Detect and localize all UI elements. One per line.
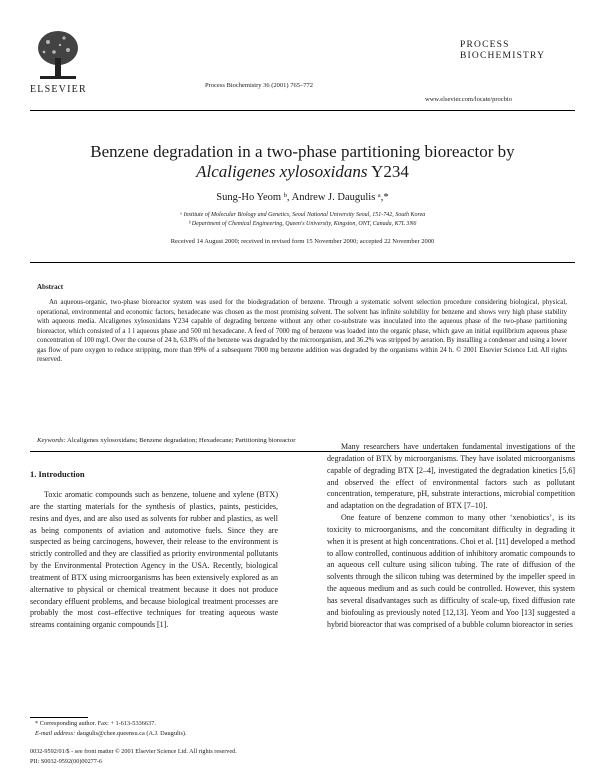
copyright [30,747,237,766]
authors: Sung-Ho Yeom ᵇ, Andrew J. Daugulis ᵃ,* [216,192,389,203]
article-title [30,142,575,182]
paragraph: One feature of benzene common to many other ‘xenobiotics’, is its toxicity to microorganisms, and the concomitant difficulty in degrading it when it is present at high concentrations. Choi et al. [11] developed a method to allow controlled, continuous addition of inhibitory aromatic compounds to an aqueous cell culture using silicon tubing. The rate of diffusion of the solvents through the silicon tubing was determined by the impeller speed in the aqueous medium and as such could be controlled. However, this system has several disadvantages such as difficulty of scale-up, fixed diffusion rate and biofouling as previously noted [12,13]. Yeom and Yoo [13] suggested a hybrid bioreactor that was comprised of a bubble column bioreactor in series [327,513,575,629]
publisher-name: ELSEVIER [30,84,87,95]
journal-logo [460,40,580,62]
abstract-rule-top [30,262,575,263]
footnote [35,719,187,738]
affiliation-a: ᵃ Institute of Molecular Biology and Genetics, Seoul National University Seoul, 151-742, South Korea [179,212,426,218]
publisher-logo [34,28,82,84]
right-column [327,441,575,631]
footnote-rule [30,717,88,718]
email-label: E-mail address: [35,729,76,737]
title-line-2 [30,162,575,182]
journal-url[interactable]: www.elsevier.com/locate/procbio [425,96,512,103]
tree-logo-icon [34,28,82,84]
email-address[interactable]: daugulis@chee.queensu.ca (A.J. Daugulis). [75,729,187,737]
left-column [30,489,278,631]
received-dates: Received 14 August 2000; received in revised form 15 November 2000; accepted 22 November 2000 [170,238,435,245]
affiliation-b: ᵇ Department of Chemical Engineering, Queen's University, Kingston, ONT, Canada, K7L 3N6 [188,221,417,227]
pii-line: PII: S0032-9592(00)00277-6 [30,757,103,765]
corresponding-author: * Corresponding author. Fax: + 1-613-5336637. [35,720,156,727]
section-heading: 1. Introduction [30,469,85,479]
title-species: Alcaligenes xylosoxidans [196,162,368,181]
paragraph: Many researchers have undertaken fundamental investigations of the degradation of BTX by microorganisms. They have isolated microorganisms capable of degrading BTX [2–4], investigated the degradation kinetics [5,6] and observed the effect of environmental factors such as pollutant concentration, temperature, pH, substrate interactions, microbial competition and adaptation on the degradation of BTX [7–10]. [327,442,575,511]
header-rule [30,110,575,111]
abstract-text: An aqueous-organic, two-phase bioreactor system was used for the biodegradation of benzene. Through a systematic solvent selection procedure considering biological, physical, operational, environmental and economic factors, hexadecane was chosen as the most promising solvent. The solvent has infinite solubility for benzene and shows very high phase stability with aqueous media. Alcaligenes xylosoxidans Y234 capable of degrading benzene without any other co-substrate was inoculated into the aqueous phase of the two-phase partitioning bioreactor, which consisted of a 1 l aqueous phase and 500 ml hexadecane. A feed of 7000 mg of benzene was loaded into the organic phase, which gave an initial equilibrium aqueous phase concentration of 100 mg/l. Over the course of 24 h, 63.8% of the benzene was degraded by the microorganism, and 36.2% was stripped by aeration. By installing a condenser and using a lower gas flow of pure oxygen to reduce stripping, more than 99% of a subsequent 7000 mg benzene addition was degraded by the organisms within 24 h. © 2001 Elsevier Science Ltd. All rights reserved. [37,299,567,364]
email-line [35,729,187,739]
copyright-line: 0032-9592/01/$ - see front matter © 2001 Elsevier Science Ltd. All rights reserved. [30,748,237,755]
keywords-text: Alcaligenes xylosoxidans; Benzene degradation; Hexadecane; Partitioning bioreactor [65,437,296,444]
paragraph: Toxic aromatic compounds such as benzene, toluene and xylene (BTX) are the starting materials for the synthesis of plastics, paints, pesticides, resins and dyes, and are also used as solvents for rubber and plastics, as well as being components of aviation and automotive fuels. Since they are suspected as being carcinogens, however, their release to the environment is strictly controlled and they are classified as priority environmental pollutants by the Environmental Protection Agency in the USA. Recently, biological treatment of BTX using microorganisms has been extensively explored as an alternative to physical or chemical treatment because it does not produce secondary effluent problems, and because biological treatment processes are probably the most cost–effective techniques for treating aqueous waste streams containing organic compounds [1]. [30,490,278,630]
affiliations [30,211,575,229]
journal-logo-line-1: PROCESS [460,40,510,50]
abstract-heading: Abstract [37,283,64,291]
journal-citation: Process Biochemistry 36 (2001) 765–772 [205,82,313,89]
title-line-1: Benzene degradation in a two-phase partitioning bioreactor by [90,142,515,161]
keywords-label: Keywords: [37,437,66,444]
journal-logo-line-2: BIOCHEMISTRY [460,51,546,61]
title-strain: Y234 [367,162,409,181]
